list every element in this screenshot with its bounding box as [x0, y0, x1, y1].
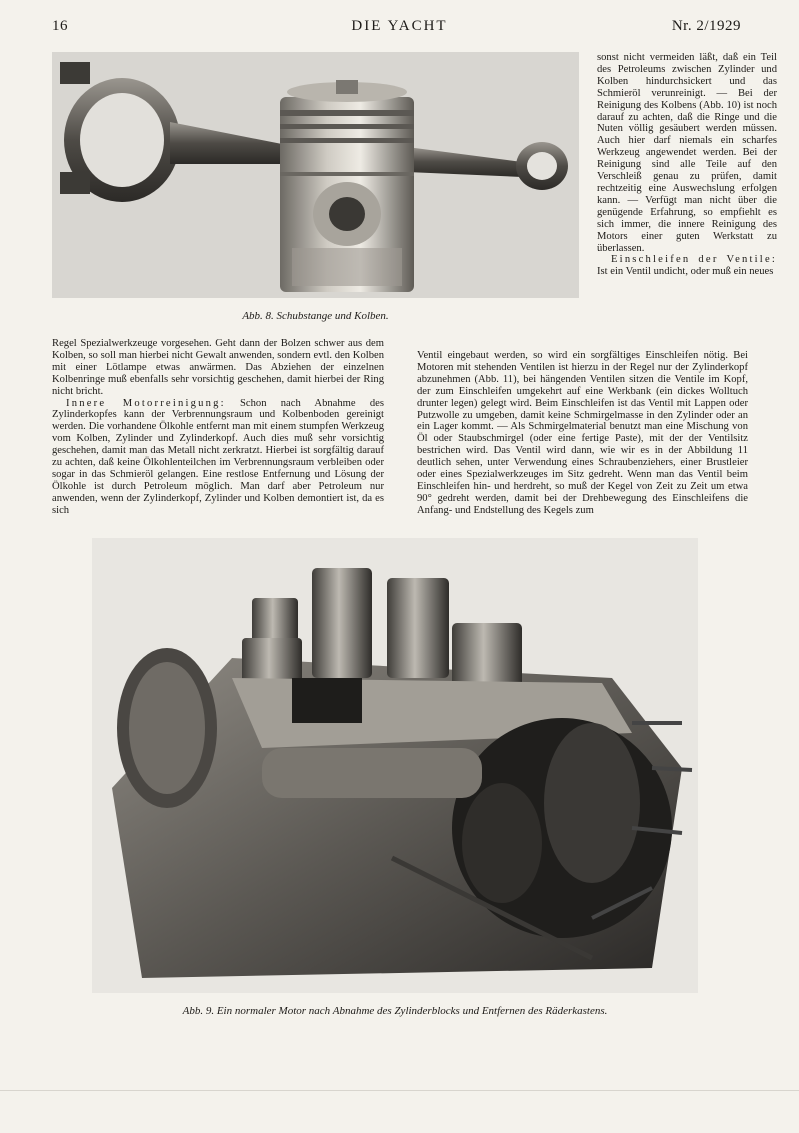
section-heading-line	[597, 254, 777, 278]
figure-9-caption: Abb. 9. Ein normaler Motor nach Abnahme des Zylinderblocks und Entfernen des Räderkastens.	[182, 1005, 608, 1017]
right-column-top	[597, 52, 777, 278]
right-column-bottom	[417, 350, 748, 517]
page-number: 16	[52, 18, 68, 34]
issue-number: Nr. 2/1929	[671, 18, 741, 34]
journal-title: DIE YACHT	[351, 18, 448, 34]
paragraph: Regel Spezialwerkzeuge vorgesehen. Geht dann der Bolzen schwer aus dem Kolben, so soll man hierbei nicht Gewalt anwenden, sondern evtl. den Kolben mit einer Lötlampe etwas anwärmen. Das Abziehen der einzelnen Kolbenringe muß ebenfalls sehr vorsichtig geschehen, damit hierbei der Ring nicht bricht.	[52, 338, 384, 397]
section-heading: Einschleifen der Ventile:	[611, 254, 777, 266]
section-heading-line	[52, 398, 384, 517]
bottom-divider	[0, 1090, 799, 1091]
figure-9-photo	[92, 538, 698, 993]
figure-8-caption: Abb. 8. Schubstange und Kolben.	[242, 310, 389, 322]
paragraph: sonst nicht vermeiden läßt, daß ein Teil des Petroleums zwischen Zylinder und Kolben hindurchsickert und das Schmieröl verunreinigt. — Bei der Reinigung des Kolbens (Abb. 10) ist noch darauf zu achten, daß die Ringe und die Nuten völlig gesäubert werden müssen. Auch hier darf niemals ein scharfes Werkzeug angewendet werden. Bei der Reinigung sind alle Teile auf den Verschleiß genau zu prüfen, damit rechtzeitig eine Auswechslung erfolgen kann. — Verfügt man nicht über die genügende Erfahrung, so empfiehlt es sich immer, die innere Reinigung des Motors einer guten Werkstatt zu überlassen.	[597, 52, 777, 254]
paragraph-start: Ist ein Ventil undicht, oder muß ein neues	[597, 266, 774, 278]
paragraph: Ventil eingebaut werden, so wird ein sorgfältiges Einschleifen nötig. Bei Motoren mit stehenden Ventilen ist hierzu in der Regel nur der Zylinderkopf abzunehmen (Abb. 11), bei hängenden Ventilen sitzen die Ventile im Kopf, der zum Einschleifen umgekehrt auf eine Werkbank (ein dickes Wolltuch drunter legen) gelegt wird. Beim Einschleifen ist das Ventil mit Lappen oder Putzwolle zu umgeben, damit keine Schmirgelmasse in den Zylinder oder an ein Lager kommt. — Als Schmirgelmaterial benutzt man eine Mischung von Öl oder Staubschmirgel (oder eine fertige Paste), mit der der Ventilsitz bestrichen wird. Das Ventil wird dann, wie wir es in der Abbildung 11 deutlich sehen, unter Verwendung eines Schraubenziehers, einer Brustleier oder eines Spezialwerkzeuges im Sitz gedreht. Wenn man das Ventil beim Einschleifen hin- und herdreht, so muß der Kegel von Zeit zu Zeit um etwa 90° gedreht werden, damit bei der Drehbewegung des Einschleifens die Anfang- und Endstellung des Kegels zum	[417, 350, 748, 516]
figure-8-photo	[52, 52, 579, 298]
left-column	[52, 338, 384, 517]
paragraph: Schon nach Abnahme des Zylinderkopfes kann der Verbrennungsraum und Kolbenboden gereinigt werden. Die vorhandene Ölkohle entfernt man mit einem stumpfen Werkzeug vom Kolben, Zylinder und Zylinderkopf. Auch dies muß sehr vorsichtig geschehen, damit man das Metall nicht zerkratzt. Hierbei ist sorgfältig darauf zu achten, daß keine Ölkohlenteilchen im Verbrennungsraum verbleiben oder sogar in das Schmieröl gelangen. Eine restlose Entfernung und Lösung der Ölkohle ist durch Petroleum möglich. Man darf aber Petroleum nur anwenden, wenn der Zylinderkopf, Zylinder und Kolben demontiert ist, da es sich	[52, 397, 384, 516]
section-heading: Innere Motorreinigung:	[66, 397, 226, 409]
